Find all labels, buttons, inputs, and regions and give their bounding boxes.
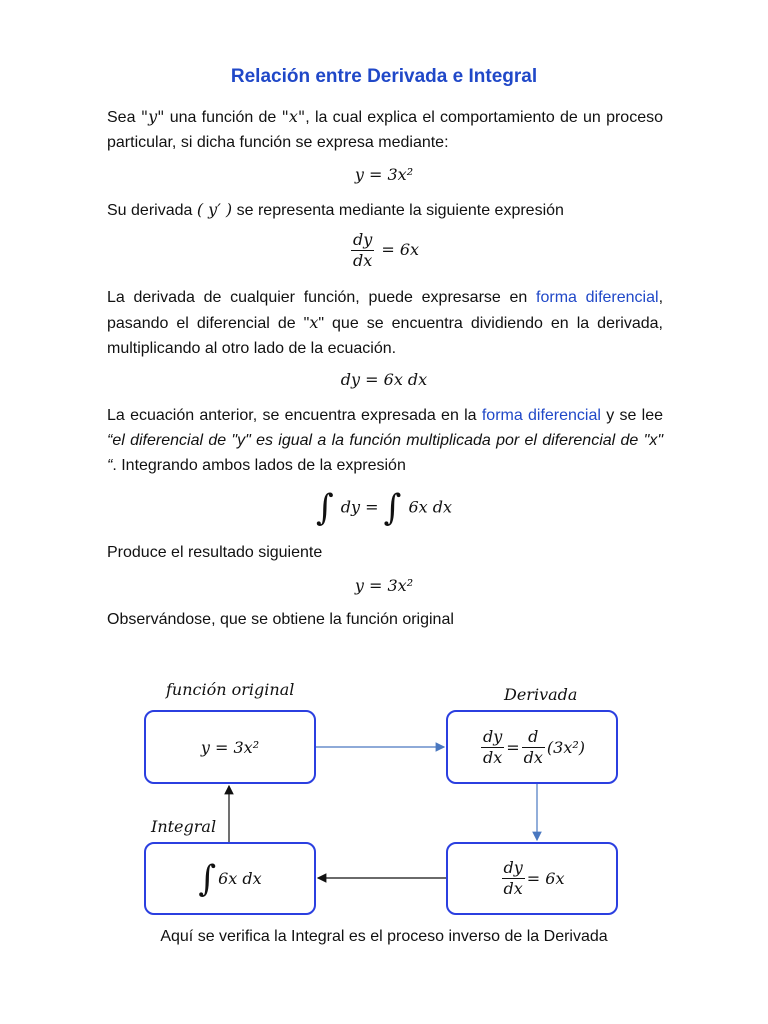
text: Su derivada	[107, 202, 197, 219]
page-title: Relación entre Derivada e Integral	[230, 66, 538, 87]
forma-diferencial-link[interactable]: forma diferencial	[536, 289, 659, 306]
observation-text: Observándose, que se obtiene la función original	[107, 611, 454, 628]
diagram-caption: Aquí se verifica la Integral es el proceso inverso de la Derivada	[160, 928, 608, 945]
forma-diferencial-link[interactable]: forma diferencial	[481, 407, 601, 424]
text: Sea	[107, 109, 141, 126]
integral-sign-icon: ∫	[315, 487, 334, 529]
text: La derivada de cualquier función, puede expresarse en	[107, 289, 537, 306]
text: " que se encuentra dividiendo en la derivada, multiplicando al otro lado de la ecuación.	[107, 315, 664, 357]
math-x: "x"	[281, 107, 306, 126]
text: , la cual explica el comportamiento de un proceso particular, si dicha función se expresa mediante:	[107, 109, 663, 151]
math-yprime: ( y′ )	[196, 200, 233, 219]
label-integral: Integral	[151, 817, 217, 836]
math-y: "y"	[140, 107, 165, 126]
integral-right: 6x dx	[408, 497, 453, 517]
box-derivada: $\frac{dy}{dx}$ = $\frac{d}{dx}$ (3x²)	[446, 710, 618, 784]
fraction: $\frac{dy}{dx}$	[503, 858, 523, 898]
integral-sign-icon: ∫	[383, 487, 402, 529]
text: La ecuación anterior, se encuentra expresada en la	[107, 407, 482, 424]
integral-left: dy =	[340, 497, 379, 517]
fraction: $\frac{d}{dx}$	[523, 726, 543, 767]
text: una función de	[164, 109, 282, 126]
text: y se lee	[600, 407, 664, 424]
label-funcion-original: función original	[166, 680, 295, 699]
label-derivada: Derivada	[504, 685, 578, 704]
equation-differential: dy = 6x dx	[340, 370, 428, 389]
box-funcion-original: y = 3x²	[144, 710, 316, 784]
fraction: $\frac{dy}{dx}$	[352, 230, 373, 270]
fraction: $\frac{dy}{dx}$	[482, 726, 503, 767]
box-integral: ∫ 6x dx	[144, 842, 316, 915]
integral-sign-icon: ∫	[198, 857, 217, 900]
equation-result: y = 3x²	[354, 576, 414, 595]
equation-rhs: = 6x	[381, 240, 420, 259]
text: se representa mediante la siguiente expresión	[232, 202, 564, 219]
equation-function: y = 3x²	[354, 165, 414, 184]
result-intro: Produce el resultado siguiente	[107, 544, 323, 561]
text: . Integrando ambos lados de la expresión	[112, 457, 406, 474]
box-derivada-result: $\frac{dy}{dx}$ = 6x	[446, 842, 618, 915]
quote: “el diferencial de "y" es igual a la función multiplicada por el diferencial de "x" “	[107, 432, 663, 474]
math-x: x	[309, 313, 319, 332]
text: , pasando el diferencial de "	[107, 289, 664, 332]
